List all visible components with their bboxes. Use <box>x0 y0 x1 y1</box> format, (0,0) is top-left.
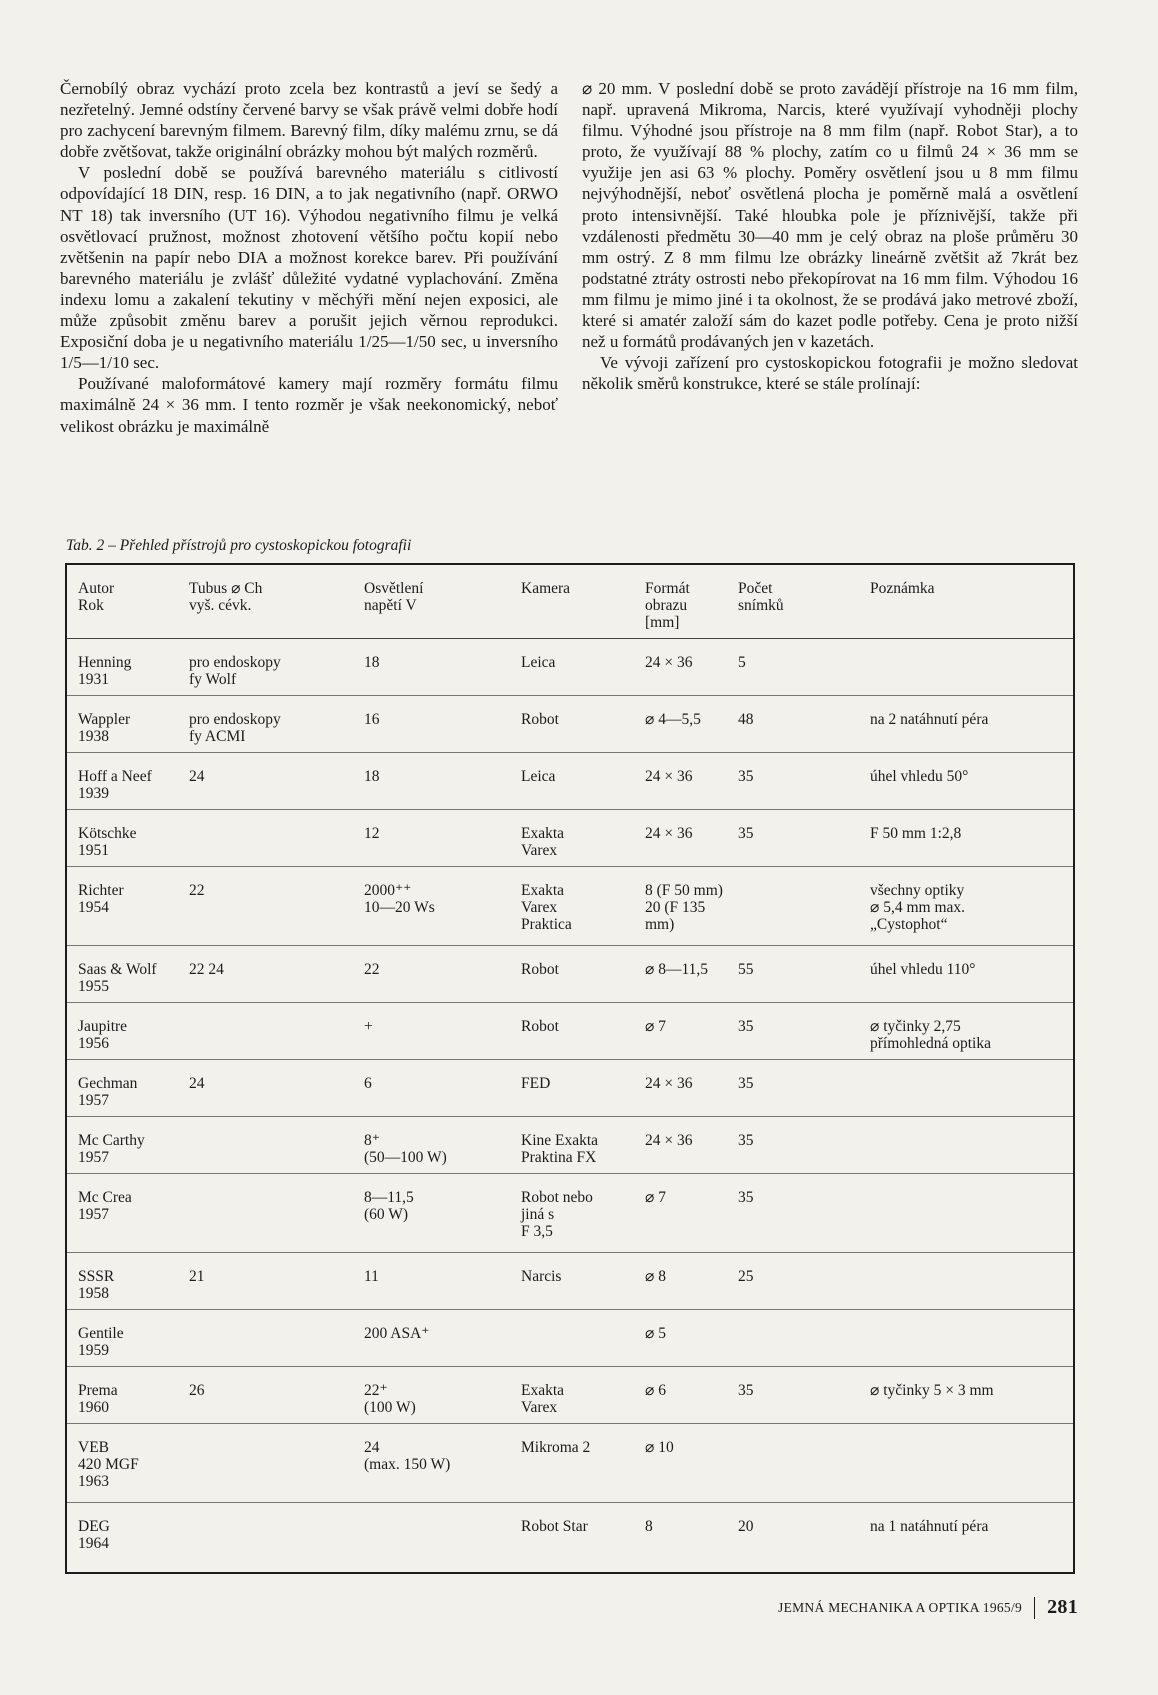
cell-kamera: Leica <box>510 752 634 809</box>
cell-osvetleni: 16 <box>353 695 510 752</box>
cell-kamera: Leica <box>510 638 634 695</box>
cell-autor: Mc Carthy 1957 <box>67 1116 178 1173</box>
table-row <box>67 1309 1073 1366</box>
cell-format: 8 (F 50 mm) 20 (F 135 mm) <box>634 866 727 945</box>
cell-pocet: 48 <box>727 695 859 752</box>
cell-osvetleni: + <box>353 1002 510 1059</box>
cell-poznamka <box>859 638 1073 695</box>
page-footer <box>778 1596 1078 1619</box>
cell-poznamka <box>859 1173 1073 1252</box>
cell-format: 24 × 36 <box>634 1059 727 1116</box>
cell-autor: Hoff a Neef 1939 <box>67 752 178 809</box>
cell-kamera: Robot <box>510 945 634 1002</box>
cell-poznamka <box>859 1309 1073 1366</box>
table-row <box>67 945 1073 1002</box>
cell-tubus: 22 <box>178 866 353 945</box>
cell-format: 24 × 36 <box>634 752 727 809</box>
cell-format: ⌀ 4—5,5 <box>634 695 727 752</box>
cell-kamera <box>510 1309 634 1366</box>
paragraph: Používané maloformátové kamery mají rozměry formátu filmu maximálně 24 × 36 mm. I tento rozměr je však neekonomický, neboť velikost obrázku je maximálně <box>60 374 558 436</box>
column-header-kamera: Kamera <box>510 565 634 638</box>
page-number: 281 <box>1047 1596 1078 1618</box>
cell-format: 24 × 36 <box>634 638 727 695</box>
left-text-column <box>60 78 558 437</box>
cell-osvetleni: 200 ASA⁺ <box>353 1309 510 1366</box>
cell-poznamka <box>859 1059 1073 1116</box>
cell-pocet: 35 <box>727 752 859 809</box>
cell-tubus <box>178 1423 353 1502</box>
cell-kamera: Narcis <box>510 1252 634 1309</box>
cell-osvetleni: 18 <box>353 638 510 695</box>
cell-autor: SSSR 1958 <box>67 1252 178 1309</box>
cell-pocet: 35 <box>727 1173 859 1252</box>
table-row <box>67 1002 1073 1059</box>
cell-poznamka: ⌀ tyčinky 5 × 3 mm <box>859 1366 1073 1423</box>
table-row <box>67 752 1073 809</box>
cell-pocet: 20 <box>738 1517 754 1535</box>
column-header-format: Formát obrazu [mm] <box>634 565 727 638</box>
cell-autor: Prema 1960 <box>67 1366 178 1423</box>
cell-pocet: 35 <box>727 1059 859 1116</box>
paragraph: ⌀ 20 mm. V poslední době se proto zavádějí přístroje na 16 mm film, např. upravená Mikroma, Narcis, které využívají vyhodněji plochy filmu. Výhodné jsou přístroje na 8 mm film (např. Robot Star), a to proto, že využívají 88 % plochy, zatím co u filmů 24 × 36 mm se využije jen asi 63 % plochy. Poměry osvětlení jsou u 8 mm filmu nejvýhodnější, neboť osvětlená plocha je poměrně malá a osvětlení proto intensivnější. Také hloubka pole je příznivější, takže při vzdálenosti předmětu 30—40 mm je celý obraz na ploše průměru 30 mm ostrý. Z 8 mm filmu lze obrázky lineárně zvětšit až 7krát bez podstatné ztráty ostrosti nebo překopírovat na 16 mm film. Výhodou 16 mm filmu je mimo jiné i ta okolnost, že se prodává jako metrové zboží, které si amatér založí sám do kazet podle potřeby. Cena je proto nižší než u formátů prodávaných jen v kazetách. <box>582 79 1078 352</box>
cell-osvetleni: 12 <box>353 809 510 866</box>
cell-tubus: pro endoskopy fy Wolf <box>178 638 353 695</box>
cell-format: 24 × 36 <box>634 1116 727 1173</box>
table-row <box>67 809 1073 866</box>
paragraph: V poslední době se používá barevného materiálu s citlivostí odpovídající 18 DIN, resp. 16 DIN, a to jak negativního (např. ORWO NT 18) tak inversního (UT 16). Výhodou negativního filmu je velká osvětlovací pružnost, možnost zhotovení většího počtu kopií nebo zvětšenin na papír nebo DIA a možnost korekce barev. Při používání barevného materiálu je zvlášť důležité vydatné vyplachování. Změna indexu lomu a zakalení tekutiny v měchýři mění nejen exposici, ale může způsobit změnu barev a porušit jejich věrnou reprodukci. Exposiční doba je u negativního materiálu 1/25—1/50 sec, u inversního 1/5—1/10 sec. <box>60 163 558 373</box>
cell-kamera: Exakta Varex <box>510 809 634 866</box>
cell-tubus: pro endoskopy fy ACMI <box>178 695 353 752</box>
table-header-row <box>67 565 1073 638</box>
cell-osvetleni <box>353 1502 510 1559</box>
cell-kamera: Robot Star <box>521 1517 588 1535</box>
table-row <box>67 1423 1073 1502</box>
cell-osvetleni: 24 (max. 150 W) <box>353 1423 510 1502</box>
cell-kamera: Robot <box>510 1002 634 1059</box>
cell-format: ⌀ 5 <box>634 1309 727 1366</box>
cell-poznamka: všechny optiky ⌀ 5,4 mm max. „Cystophot“ <box>859 866 1073 945</box>
cell-autor: Wappler 1938 <box>67 695 178 752</box>
cell-poznamka <box>859 1116 1073 1173</box>
cell-poznamka: ⌀ tyčinky 2,75 přímohledná optika <box>859 1002 1073 1059</box>
cell-tubus: 21 <box>178 1252 353 1309</box>
cell-pocet <box>727 866 859 945</box>
cell-kamera: FED <box>510 1059 634 1116</box>
footer-divider <box>1034 1597 1035 1619</box>
cell-autor: Henning 1931 <box>67 638 178 695</box>
cell-autor: Jaupitre 1956 <box>67 1002 178 1059</box>
cell-pocet: 35 <box>727 1116 859 1173</box>
cell-pocet: 35 <box>727 809 859 866</box>
paragraph: Ve vývoji zařízení pro cystoskopickou fotografii je možno sledovat několik směrů konstrukce, které se stále prolínají: <box>582 353 1078 394</box>
column-header-poznamka: Poznámka <box>859 565 1073 638</box>
cell-poznamka <box>859 1423 1073 1502</box>
cell-format: ⌀ 7 <box>634 1002 727 1059</box>
cell-format: 8 <box>645 1517 653 1535</box>
column-header-tubus: Tubus ⌀ Ch vyš. cévk. <box>178 565 353 638</box>
table-row <box>67 695 1073 752</box>
cell-tubus: 24 <box>178 752 353 809</box>
table-row <box>67 1173 1073 1252</box>
cell-tubus: 22 24 <box>178 945 353 1002</box>
cell-poznamka <box>859 1252 1073 1309</box>
column-header-osvetleni: Osvětlení napětí V <box>353 565 510 638</box>
cell-format: ⌀ 8—11,5 <box>634 945 727 1002</box>
cell-autor: DEG 1964 <box>78 1517 110 1552</box>
cell-tubus <box>178 1309 353 1366</box>
table-row <box>67 1366 1073 1423</box>
cell-kamera: Exakta Varex <box>510 1366 634 1423</box>
cell-tubus <box>178 1173 353 1252</box>
cell-osvetleni: 11 <box>353 1252 510 1309</box>
cell-osvetleni: 18 <box>353 752 510 809</box>
table-row <box>67 866 1073 945</box>
cell-autor: Saas & Wolf 1955 <box>67 945 178 1002</box>
cell-autor: Mc Crea 1957 <box>67 1173 178 1252</box>
cell-kamera: Robot <box>510 695 634 752</box>
cell-format: ⌀ 7 <box>634 1173 727 1252</box>
table-row <box>67 1059 1073 1116</box>
cell-autor: Kötschke 1951 <box>67 809 178 866</box>
cell-format: ⌀ 10 <box>634 1423 727 1502</box>
cell-kamera: Mikroma 2 <box>510 1423 634 1502</box>
table-row <box>67 1116 1073 1173</box>
cell-osvetleni: 22⁺ (100 W) <box>353 1366 510 1423</box>
cell-autor: Gentile 1959 <box>67 1309 178 1366</box>
cell-kamera: Exakta Varex Praktica <box>510 866 634 945</box>
cell-tubus <box>178 1116 353 1173</box>
cell-pocet <box>727 1423 859 1502</box>
cell-autor: Richter 1954 <box>67 866 178 945</box>
column-header-pocet: Počet snímků <box>727 565 859 638</box>
cell-osvetleni: 8—11,5 (60 W) <box>353 1173 510 1252</box>
cell-tubus <box>178 1502 353 1559</box>
cell-pocet: 5 <box>727 638 859 695</box>
cell-kamera: Kine Exakta Praktina FX <box>510 1116 634 1173</box>
cell-osvetleni: 2000⁺⁺ 10—20 Ws <box>353 866 510 945</box>
cell-format: 24 × 36 <box>634 809 727 866</box>
cell-tubus <box>178 809 353 866</box>
cell-osvetleni: 8⁺ (50—100 W) <box>353 1116 510 1173</box>
cell-poznamka: úhel vhledu 110° <box>859 945 1073 1002</box>
cell-pocet: 25 <box>727 1252 859 1309</box>
cell-tubus <box>178 1002 353 1059</box>
cell-autor: VEB 420 MGF 1963 <box>67 1423 178 1502</box>
column-header-autor: Autor Rok <box>67 565 178 638</box>
cell-pocet: 55 <box>727 945 859 1002</box>
cell-pocet: 35 <box>727 1366 859 1423</box>
paragraph: Černobílý obraz vychází proto zcela bez kontrastů a jeví se šedý a nezřetelný. Jemné odstíny červené barvy se však právě velmi dobře hodí pro zachycení barevným filmem. Barevný film, díky malému zrnu, se dá dobře zvětšovat, takže originální obrázky mohou být malých rozměrů. <box>60 79 558 162</box>
cell-format: ⌀ 6 <box>634 1366 727 1423</box>
cell-poznamka: na 1 natáhnutí péra <box>870 1517 989 1535</box>
cell-poznamka: F 50 mm 1:2,8 <box>859 809 1073 866</box>
cell-poznamka: na 2 natáhnutí péra <box>859 695 1073 752</box>
cell-format: ⌀ 8 <box>634 1252 727 1309</box>
cell-poznamka: úhel vhledu 50° <box>859 752 1073 809</box>
cell-pocet <box>727 1309 859 1366</box>
instrument-table <box>65 563 1075 1574</box>
right-text-column <box>582 78 1078 394</box>
cell-osvetleni: 6 <box>353 1059 510 1116</box>
cell-osvetleni: 22 <box>353 945 510 1002</box>
cell-tubus: 26 <box>178 1366 353 1423</box>
table-caption: Tab. 2 – Přehled přístrojů pro cystoskopickou fotografii <box>66 537 412 554</box>
cell-kamera: Robot nebo jiná s F 3,5 <box>510 1173 634 1252</box>
journal-name: JEMNÁ MECHANIKA A OPTIKA 1965/9 <box>778 1599 1023 1615</box>
cell-tubus: 24 <box>178 1059 353 1116</box>
table-row <box>67 1252 1073 1309</box>
table-row <box>67 1502 1073 1559</box>
table-row <box>67 638 1073 695</box>
cell-pocet: 35 <box>727 1002 859 1059</box>
cell-autor: Gechman 1957 <box>67 1059 178 1116</box>
